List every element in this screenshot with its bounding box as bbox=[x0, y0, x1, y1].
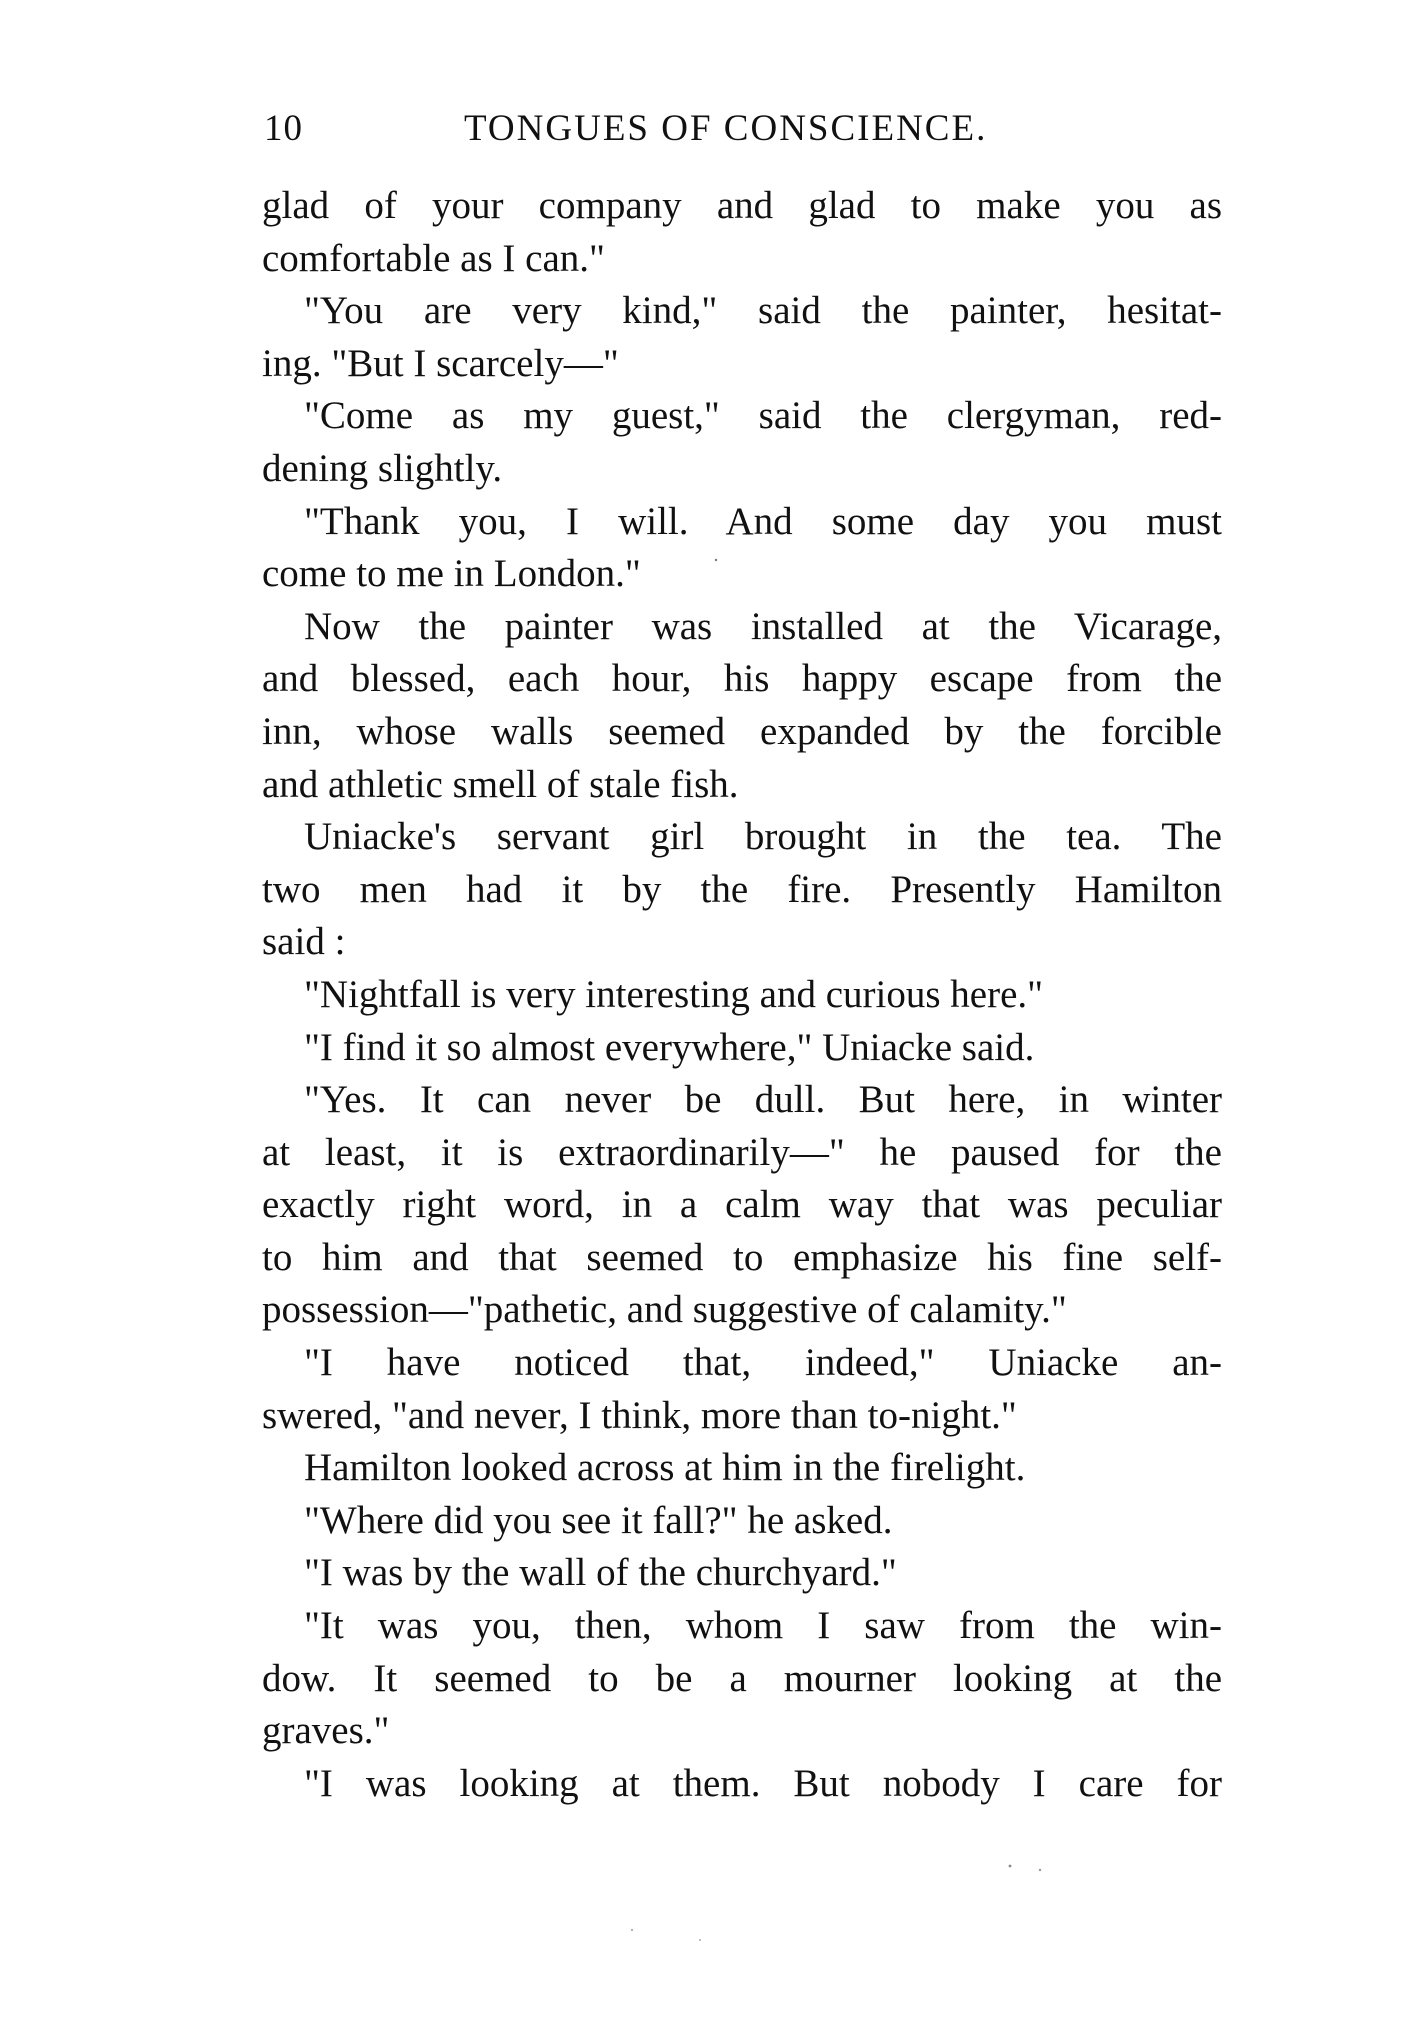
text-line: "I was by the wall of the churchyard." bbox=[304, 1551, 897, 1595]
text-line: at least, it is extraordinarily—" he paused for the bbox=[262, 1130, 1222, 1174]
text-line: "Where did you see it fall?" he asked. bbox=[304, 1498, 893, 1542]
text-line: "You are very kind," said the painter, hesitat- bbox=[304, 289, 1222, 333]
text-line: "I have noticed that, indeed," Uniacke an- bbox=[304, 1341, 1222, 1385]
text-line: come to me in London." bbox=[262, 552, 641, 596]
text-line: ing. "But I scarcely—" bbox=[262, 341, 619, 385]
text-line: "Thank you, I will. And some day you must bbox=[304, 499, 1222, 543]
text-line: graves." bbox=[262, 1709, 390, 1753]
paper-speck bbox=[1009, 1865, 1012, 1868]
text-line: to him and that seemed to emphasize his fine self- bbox=[262, 1235, 1222, 1279]
text-line: swered, "and never, I think, more than to-night." bbox=[262, 1393, 1017, 1437]
text-line: "I was looking at them. But nobody I care for bbox=[304, 1761, 1222, 1805]
text-line: Now the painter was installed at the Vicarage, bbox=[304, 604, 1222, 648]
text-line: "I find it so almost everywhere," Uniacke said. bbox=[304, 1025, 1035, 1069]
text-line: glad of your company and glad to make you as bbox=[262, 184, 1222, 227]
text-line: said : bbox=[262, 920, 346, 964]
text-line: "It was you, then, whom I saw from the win- bbox=[304, 1604, 1222, 1648]
text-line: two men had it by the fire. Presently Hamilton bbox=[262, 867, 1222, 911]
paper-speck bbox=[715, 559, 717, 561]
text-line: "Yes. It can never be dull. But here, in winter bbox=[304, 1078, 1222, 1122]
text-line: Hamilton looked across at him in the firelight. bbox=[304, 1446, 1026, 1490]
text-line: and blessed, each hour, his happy escape from the bbox=[262, 657, 1222, 701]
text-line: "Come as my guest," said the clergyman, red- bbox=[304, 394, 1222, 438]
text-line: inn, whose walls seemed expanded by the forcible bbox=[262, 709, 1222, 753]
paper-speck bbox=[631, 1929, 633, 1931]
text-line: dening slightly. bbox=[262, 446, 503, 490]
text-line: comfortable as I can." bbox=[262, 236, 605, 280]
paper-speck bbox=[699, 1939, 701, 1941]
text-line: Uniacke's servant girl brought in the tea. The bbox=[304, 815, 1222, 859]
text-line: "Nightfall is very interesting and curious here." bbox=[304, 972, 1044, 1016]
text-line: possession—"pathetic, and suggestive of calamity." bbox=[262, 1288, 1067, 1332]
text-line: exactly right word, in a calm way that was peculiar bbox=[262, 1183, 1222, 1227]
text-line: and athletic smell of stale fish. bbox=[262, 762, 739, 806]
running-title: TONGUES OF CONSCIENCE. bbox=[464, 108, 988, 149]
text-line: dow. It seemed to be a mourner looking at the bbox=[262, 1656, 1222, 1700]
paper-speck bbox=[1039, 1869, 1041, 1871]
page-number: 10 bbox=[264, 108, 303, 149]
